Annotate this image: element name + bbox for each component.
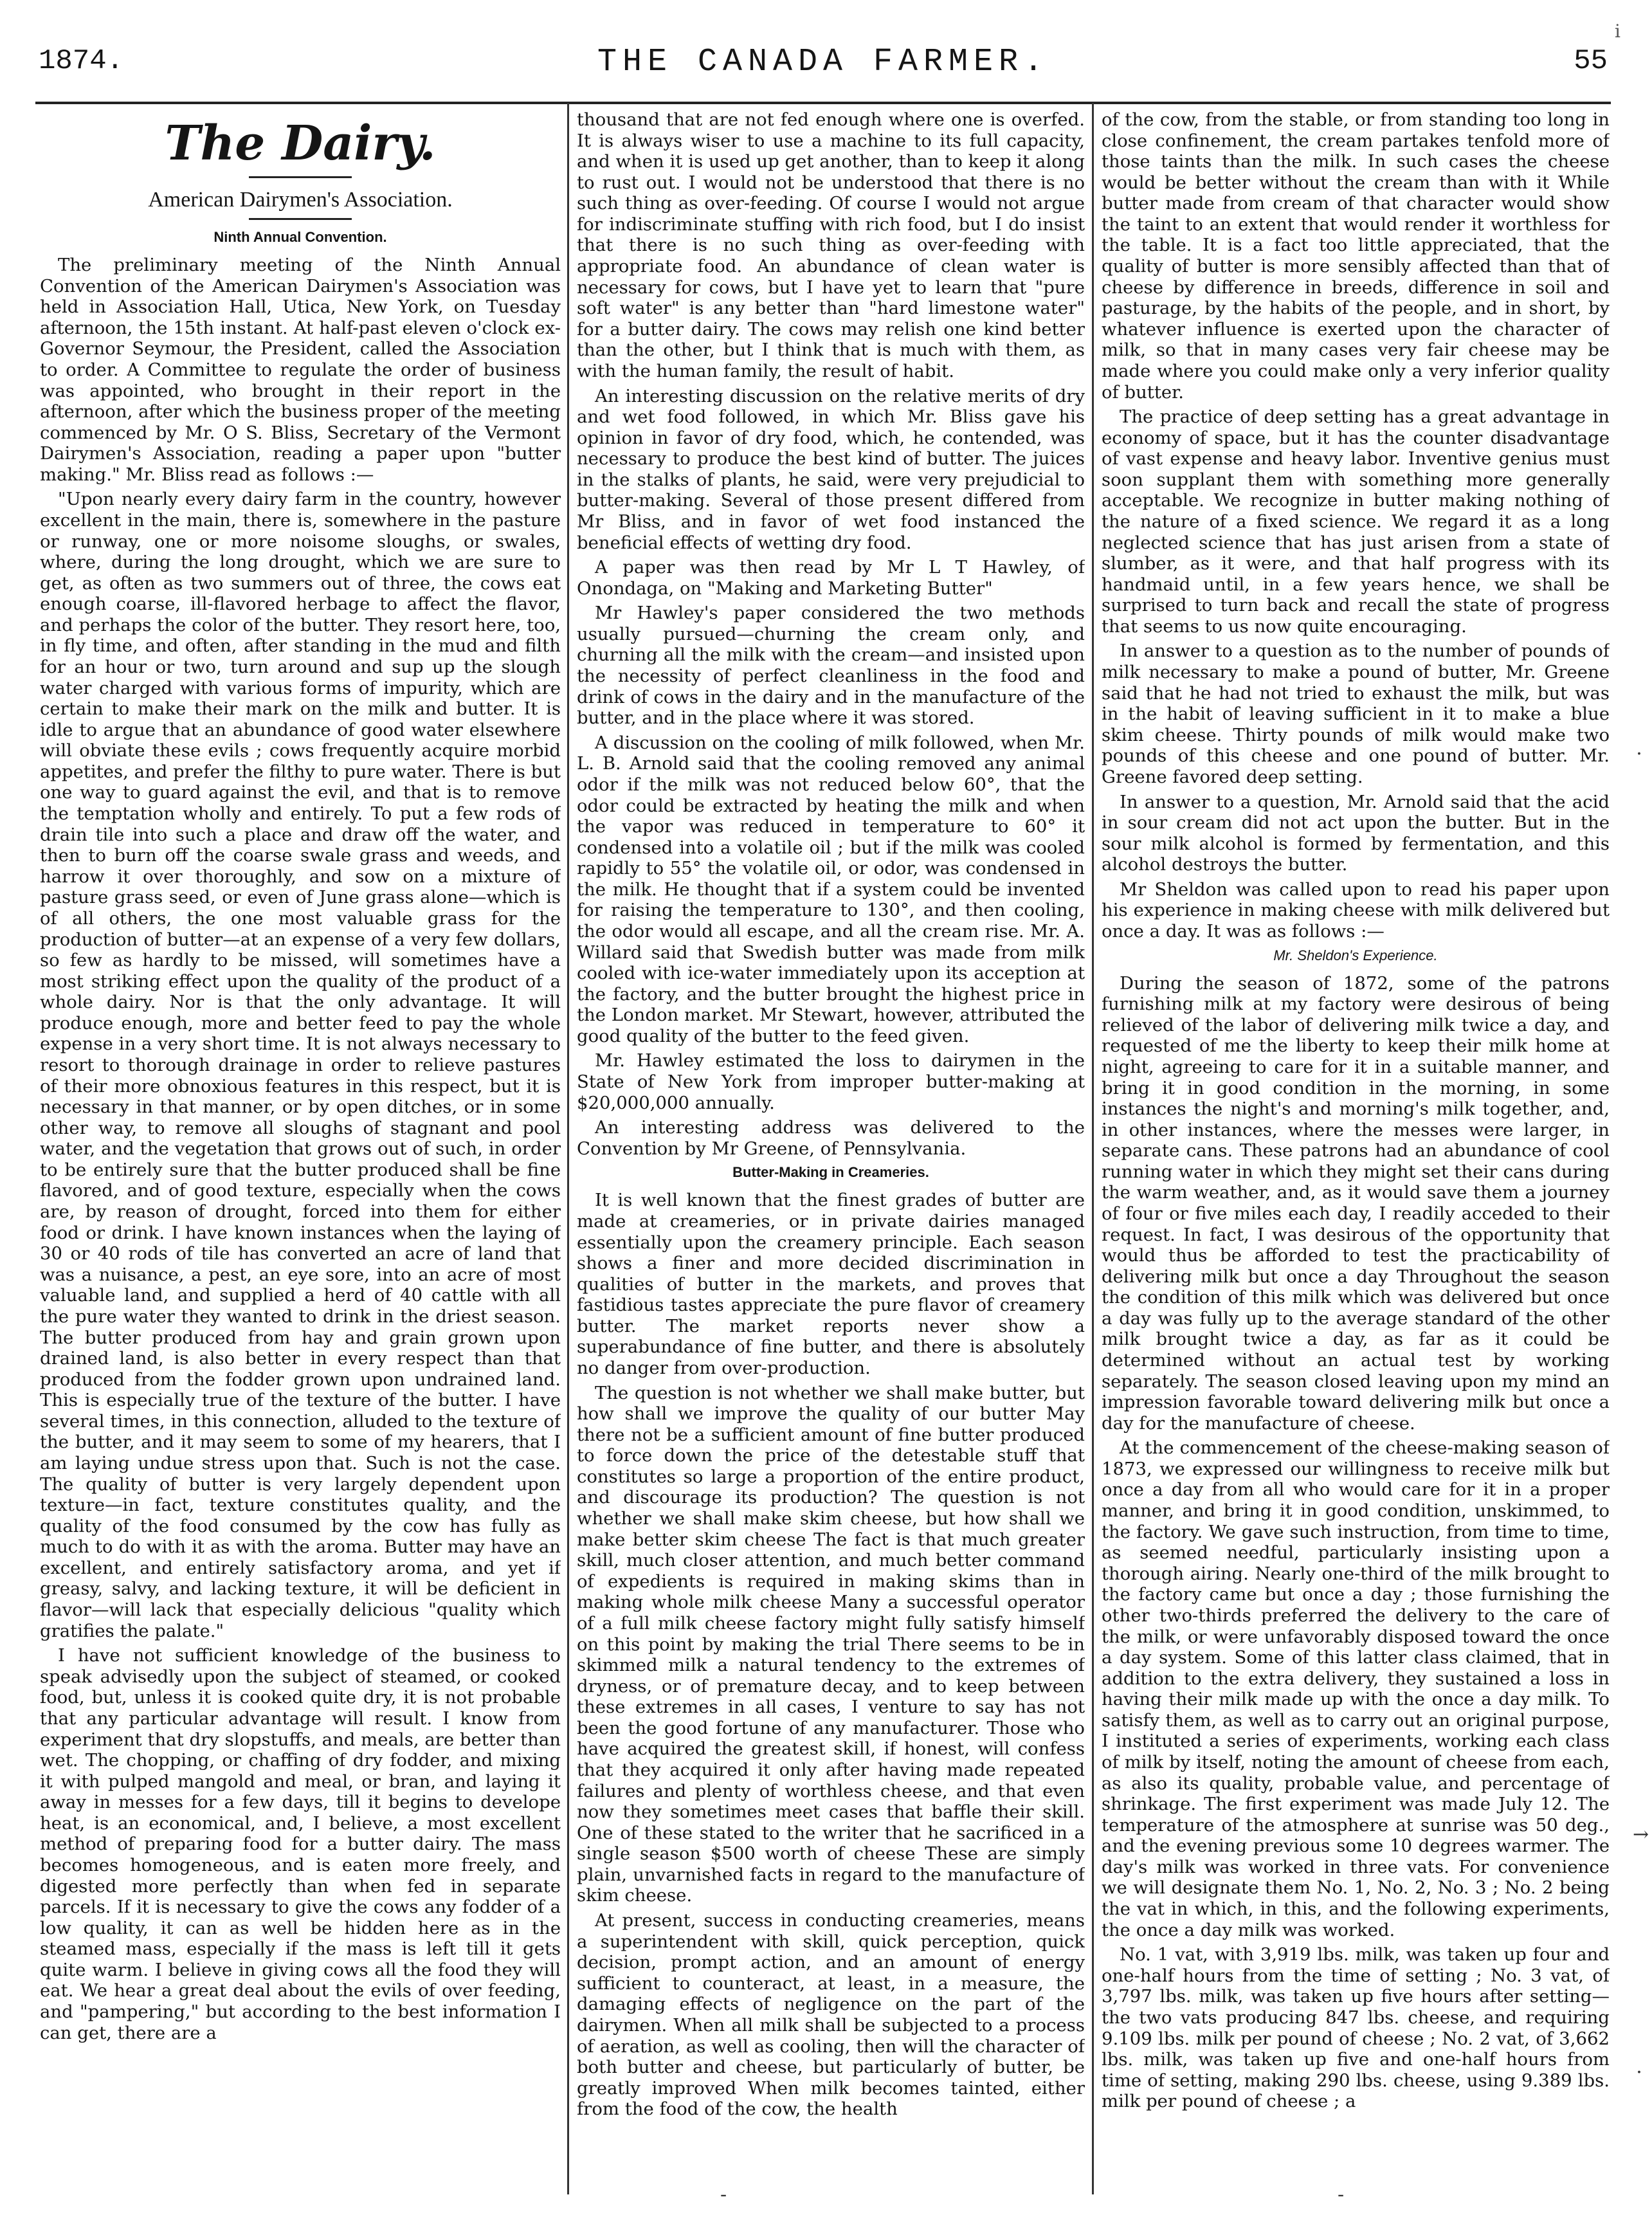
paragraph: At present, success in conducting creameries, means a superintendent with skill, quick perception, quick decision, prompt action, and an amount of energy sufficient to counteract, at least, in a measure, the damaging effects of negligence on the part of the dairymen. When all milk shall be subjected to a process of aeration, as well as cooling, then will the character of both butter and cheese, but particularly of butter, be greatly improved When milk becomes tainted, either from the food of the cow, the health [577,1910,1085,2120]
corner-mark: i [1615,21,1620,42]
issue-year: 1874. [39,45,124,77]
paragraph: An interesting discussion on the relative merits of dry and wet food followed, in which Mr. Bliss gave his opinion in favor of dry food, which, he contended, was necessary to produce the best kind of butter. The juices in the stalks of plants, he said, were very prejudicial to butter-making. Several of those present differed from Mr Bliss, and in favor of wet food instanced the beneficial effects of wetting dry food. [577,385,1085,553]
column-3 [1102,109,1610,2189]
column-2 [577,109,1085,2189]
margin-arrow-icon: → [1633,1823,1649,1846]
newspaper-title: THE CANADA FARMER. [597,44,1049,80]
subheading-sheldon: Mr. Sheldon's Experience. [1273,947,1438,963]
paragraph: The preliminary meeting of the Ninth Annual Convention of the American Dairymen's Association was held in Association Hall, Utica, New York, on Tuesday afternoon, the 15th instant. At half-past eleven o'clock ex-Governor Seymour, the President, called the Association to order. A Committee to regulate the order of business was appointed, who brought in their report in the afternoon, after which the business proper of the meeting commenced by Mr. O S. Bliss, Secretary of the Vermont Dairymen's Association, reading a paper upon "butter making." Mr. Bliss read as follows :— [40,255,561,485]
paragraph: In answer to a question, Mr. Arnold said that the acid in sour cream did not act upon the butter. But in the sour milk alcohol is formed by fermentation, and this alcohol destroys the butter. [1102,791,1610,875]
paragraph: Mr Hawley's paper considered the two methods usually pursued—churning the cream only, and churning all the milk with the cream—and insisted upon the necessity of perfect cleanliness in the food and drink of cows in the dairy and in the manufacture of the butter, and in the place where it was stored. [577,603,1085,729]
paragraph: A discussion on the cooling of milk followed, when Mr. L. B. Arnold said that the cooling removed any animal odor if the milk was not reduced below 60°, that the odor could be extracted by heating the milk and when the vapor was reduced in temperature to 60° it condensed into a volatile oil ; but if the milk was cooled rapidly to 55° the volatile oil, or odor, was condensed in the milk. He thought that if a system could be invented for raising the temperature to 130°, and then cooling, the odor would all escape, and all the cream rise. Mr. A. Willard said that Swedish butter was made from milk cooled with ice-water immediately upon its acception at the factory, and the butter brought the highest price in the London market. Mr Stewart, however, attributed the good quality of the butter to the feed given. [577,732,1085,1046]
paragraph: It is well known that the finest grades of butter are made at creameries, or in private dairies managed essentially upon the creamery principle. Each season shows a finer and more decided discrimination in qualities of butter in the markets, and proves that fastidious tastes appreciate the pure flavor of creamery butter. The market reports never show a superabundance of fine butter, and there is absolutely no danger from over-production. [577,1190,1085,1379]
header-rule [35,102,1611,104]
article-rule [249,218,352,220]
paragraph: The practice of deep setting has a great advantage in economy of space, but it has the counter disadvantage of vast expense and heavy labor. Inventive genius must soon supplant them with something more generally acceptable. We recognize in butter making nothing of the nature of a fixed science. We regard it as a long neglected science that has just arisen from a state of slumber, as it were, and that half progress with its handmaid until, in a few years hence, we shall be surprised to turn back and recall the state of progress that seems to us now quite encouraging. [1102,406,1610,637]
paragraph: At the commencement of the cheese-making season of 1873, we expressed our willingness to receive milk but once a day from all who would care for it in a proper manner, and bring it in good condition, unskimmed, to the factory. We gave such instruction, from time to time, as seemed needful, particularly insisting upon a thorough airing. Nearly one-third of the milk brought to the factory came but once a day ; those furnishing the other two-thirds preferred the delivery to the care of the milk, or were unfavorably disposed toward the once a day system. Some of this latter class claimed, that in addition to the extra delivery, they sustained a loss in having their milk made up with the once a day milk. To satisfy them, as well as to carry out an original purpose, I instituted a series of experiments, working each class of milk by itself, noting the amount of cheese from each, as also its quality, probable value, and percentage of shrinkage. The first experiment was made July 12. The temperature of the atmosphere at sunrise was 50 deg., and the evening previous some 10 degrees warmer. The day's milk was worked in three vats. For convenience we will designate them No. 1, No. 2, No. 3 ; No. 2 being the vat in which, in this, and the following experiments, the once a day milk was worked. [1102,1437,1610,1940]
paragraph: thousand that are not fed enough where one is overfed. It is always wiser to use a machine to its full capacity, and when it is used up get another, than to keep it along to rust out. I would not be understood that there is no such thing as over-feeding. Of course I would not argue for indiscriminate stuffing with rich food, but I do insist that there is no such thing as over-feeding with appropriate food. An abundance of clean water is necessary for cows, but I have yet to learn that "pure soft water" is any better than "hard limestone water" for a butter dairy. The cows may relish one kind better than the other, but I think that is much with them, as with the human family, the result of habit. [577,109,1085,381]
section-rule [249,176,352,178]
paragraph: In answer to a question as to the number of pounds of milk necessary to make a pound of butter, Mr. Greene said that he had not tried to exhaust the milk, but was in the habit of leaving sufficient in it to make a blue skim cheese. Thirty pounds of milk would make two pounds of this cheese and one pound of butter. Mr. Greene favored deep setting. [1102,641,1610,787]
page-header [39,21,1620,103]
margin-mark: · [1636,743,1642,765]
bottom-mark: - [720,2183,727,2206]
paragraph: The question is not whether we shall make butter, but how shall we improve the quality of our butter May there not be a sufficient amount of fine butter produced to force down the price of the detestable stuff that constitutes so large a proportion of the entire product, and discourage its production? The question is not whether we shall make skim cheese, but how shall we make better skim cheese The fact is that much greater skill, much closer attention, and much better command of expedients is required in making skims than in making whole milk cheese Many a successful operator of a full milk cheese factory might fully satisfy himself on this point by making the trial There seems to be in skimmed milk a natural tendency to the extremes of dryness, or of premature decay, and to keep between these extremes in all cases, I venture to say has not been the good fortune of any manufacturer. Those who have acquired the greatest skill, if honest, will confess that they acquired it only after having made repeated failures and plenty of worthless cheese, and that even now they sometimes meet cases that baffle their skill. One of these stated to the writer that he sacrificed in a single season $500 worth of cheese These are simply plain, unvarnished facts in regard to the manufacture of skim cheese. [577,1382,1085,1906]
article-title: American Dairymen's Association. [148,187,453,212]
column-rule-1 [567,103,569,2194]
paragraph: of the cow, from the stable, or from standing too long in close confinement, the cream partakes tenfold more of those taints than the milk. In such cases the cheese would be better without the cream than with it While butter made from cream of that character would show the taint to an extent that would render it worthless for the table. It is a fact too little appreciated, that the quality of butter is more sensibly affected than that of cheese by difference in breeds, difference in soil and pasturage, by the habits of the people, and in short, by whatever influence is exerted upon the character of milk, so that in many cases very fair cheese may be made where you could make only a very inferior quality of butter. [1102,109,1610,403]
paragraph: During the season of 1872, some of the patrons furnishing milk at my factory were desirous of being relieved of the labor of delivering milk twice a day, and requested of me the liberty to keep their milk home at night, agreeing to care for it in a suitable manner, and bring it in good condition in the morning, in some instances the night's and morning's milk together, and, in other instances, where the messes were larger, in separate cans. These patrons had an abundance of cool running water in which they might set their cans during the warm weather, and, as it would save them a journey of four or five miles each day, I readily acceded to their request. In fact, I was desirous of the opportunity that would thus be afforded to test the practicability of delivering milk but once a day Throughout the season the condition of this milk which was delivered but once a day was fully up to the average standard of the other milk brought twice a day, as far as it could be determined without an actual test by working separately. The season closed leaving upon my mind an impression favorable toward delivering milk but once a day for the manufacture of cheese. [1102,972,1610,1434]
bottom-mark: - [1338,2183,1345,2206]
paragraph: "Upon nearly every dairy farm in the country, however excellent in the main, there is, somewhere in the pasture or runway, one or more noisome sloughs, or swales, where, during the long drought, which we are sure to get, as often as two summers out of three, the cows eat enough coarse, ill-flavored herbage to affect the flavor, and perhaps the color of the butter. They resort here, too, in fly time, and often, after standing in the mud and filth for an hour or two, turn around and sup up the slough water charged with various forms of impurity, which are certain to make their mark on the milk and butter. It is idle to argue that an abundance of good water elsewhere will obviate these evils ; cows frequently acquire morbid appetites, and prefer the filthy to pure water. There is but one way to guard against the evil, and that is to remove the temptation wholly and entirely. To put a few rods of drain tile into such a place and draw off the water, and then to burn off the coarse swale grass and weeds, and harrow it over thoroughly, and sow on a mixture of pasture grass seed, or even of June grass alone—which is of all others, the one most valuable grass for the production of butter—at an expense of a very few dollars, so few as hardly to be missed, will sometimes have a most striking effect upon the quality of the product of a whole dairy. Nor is that the only advantage. It will produce enough, more and better feed to pay the whole expense in a very short time. It is not always necessary to resort to thorough drainage in order to relieve pastures of their more obnoxious features in this respect, but it is necessary in that manner, or by open ditches, or in some other way, to remove all sloughs of stagnant and pool water, and the vegetation that grows out of such, in order to be entirely sure that the butter produced shall be fine flavored, and of good texture, especially when the cows are, by reason of drought, forced into them for either food or drink. I have known instances when the laying of 30 or 40 rods of tile has converted an acre of land that was a nuisance, a pest, an eye sore, into an acre of most valuable land, and supplied a herd of 40 cattle with all the pure water they wanted to drink in the driest season. The butter produced from hay and grain grown upon drained land, is also better in every respect than that produced from the fodder grown upon undrained land. This is especially true of the texture of the butter. I have several times, in this connection, alluded to the texture of the butter, and it may seem to some of my hearers, that I am laying undue stress upon that. Such is not the case. The quality of butter is very largely dependent upon texture—in fact, texture constitutes quality, and the quality of the food consumed by the cow has fully as much to do with it as with the aroma. Butter may have an excellent, and entirely satisfactory aroma, and yet if greasy, salvy, and lacking texture, it will be deficient in flavor—will lack that especially delicious "quality which gratifies the palate." [40,489,561,1641]
page-number: 55 [1574,45,1608,77]
column-1 [40,109,561,2189]
column-rule-2 [1092,103,1094,2194]
paragraph: Mr. Hawley estimated the loss to dairymen in the State of New York from improper butter-making at $20,000,000 annually. [577,1050,1085,1113]
margin-mark: · [1636,2061,1642,2084]
subheading-creameries: Butter-Making in Creameries. [732,1164,929,1181]
paragraph: No. 1 vat, with 3,919 lbs. milk, was taken up four and one-half hours from the time of setting ; No. 3 vat, of 3,797 lbs. milk, was taken up five hours after setting—the two vats producing 847 lbs. cheese, and requiring 9.109 lbs. milk per pound of cheese ; No. 2 vat, of 3,662 lbs. milk, was taken up five and one-half hours from time of setting, making 290 lbs. cheese, using 9.389 lbs. milk per pound of cheese ; a [1102,1944,1610,2112]
paragraph: A paper was then read by Mr L T Hawley, of Onondaga, on "Making and Marketing Butter" [577,557,1085,599]
paragraph: Mr Sheldon was called upon to read his paper upon his experience in making cheese with milk delivered but once a day. It was as follows :— [1102,879,1610,942]
paragraph: I have not sufficient knowledge of the business to speak advisedly upon the subject of steamed, or cooked food, but, unless it is cooked quite dry, it is not probable that any particular advantage will result. I know from experiment that dry slopstuffs, and meals, are better than wet. The chopping, or chaffing of dry fodder, and mixing it with pulped mangold and meal, or bran, and laying it away in messes for a few days, till it begins to develope heat, is an economical, and, I believe, a most excellent method of preparing food for a butter dairy. The mass becomes homogeneous, and is eaten more freely, and digested more perfectly than when fed in separate parcels. If it is necessary to give the cows any fodder of a low quality, it can as well be hidden here as in the steamed mass, especially if the mass is left till it gets quite warm. I believe in giving cows all the food they will eat. We hear a great deal about the evils of over feeding, and "pampering," but according to the best information I can get, there are a [40,1645,561,2043]
paragraph: An interesting address was delivered to the Convention by Mr Greene, of Pennsylvania. [577,1117,1085,1159]
article-subheading: Ninth Annual Convention. [213,228,387,245]
section-title: The Dairy. [165,116,436,171]
